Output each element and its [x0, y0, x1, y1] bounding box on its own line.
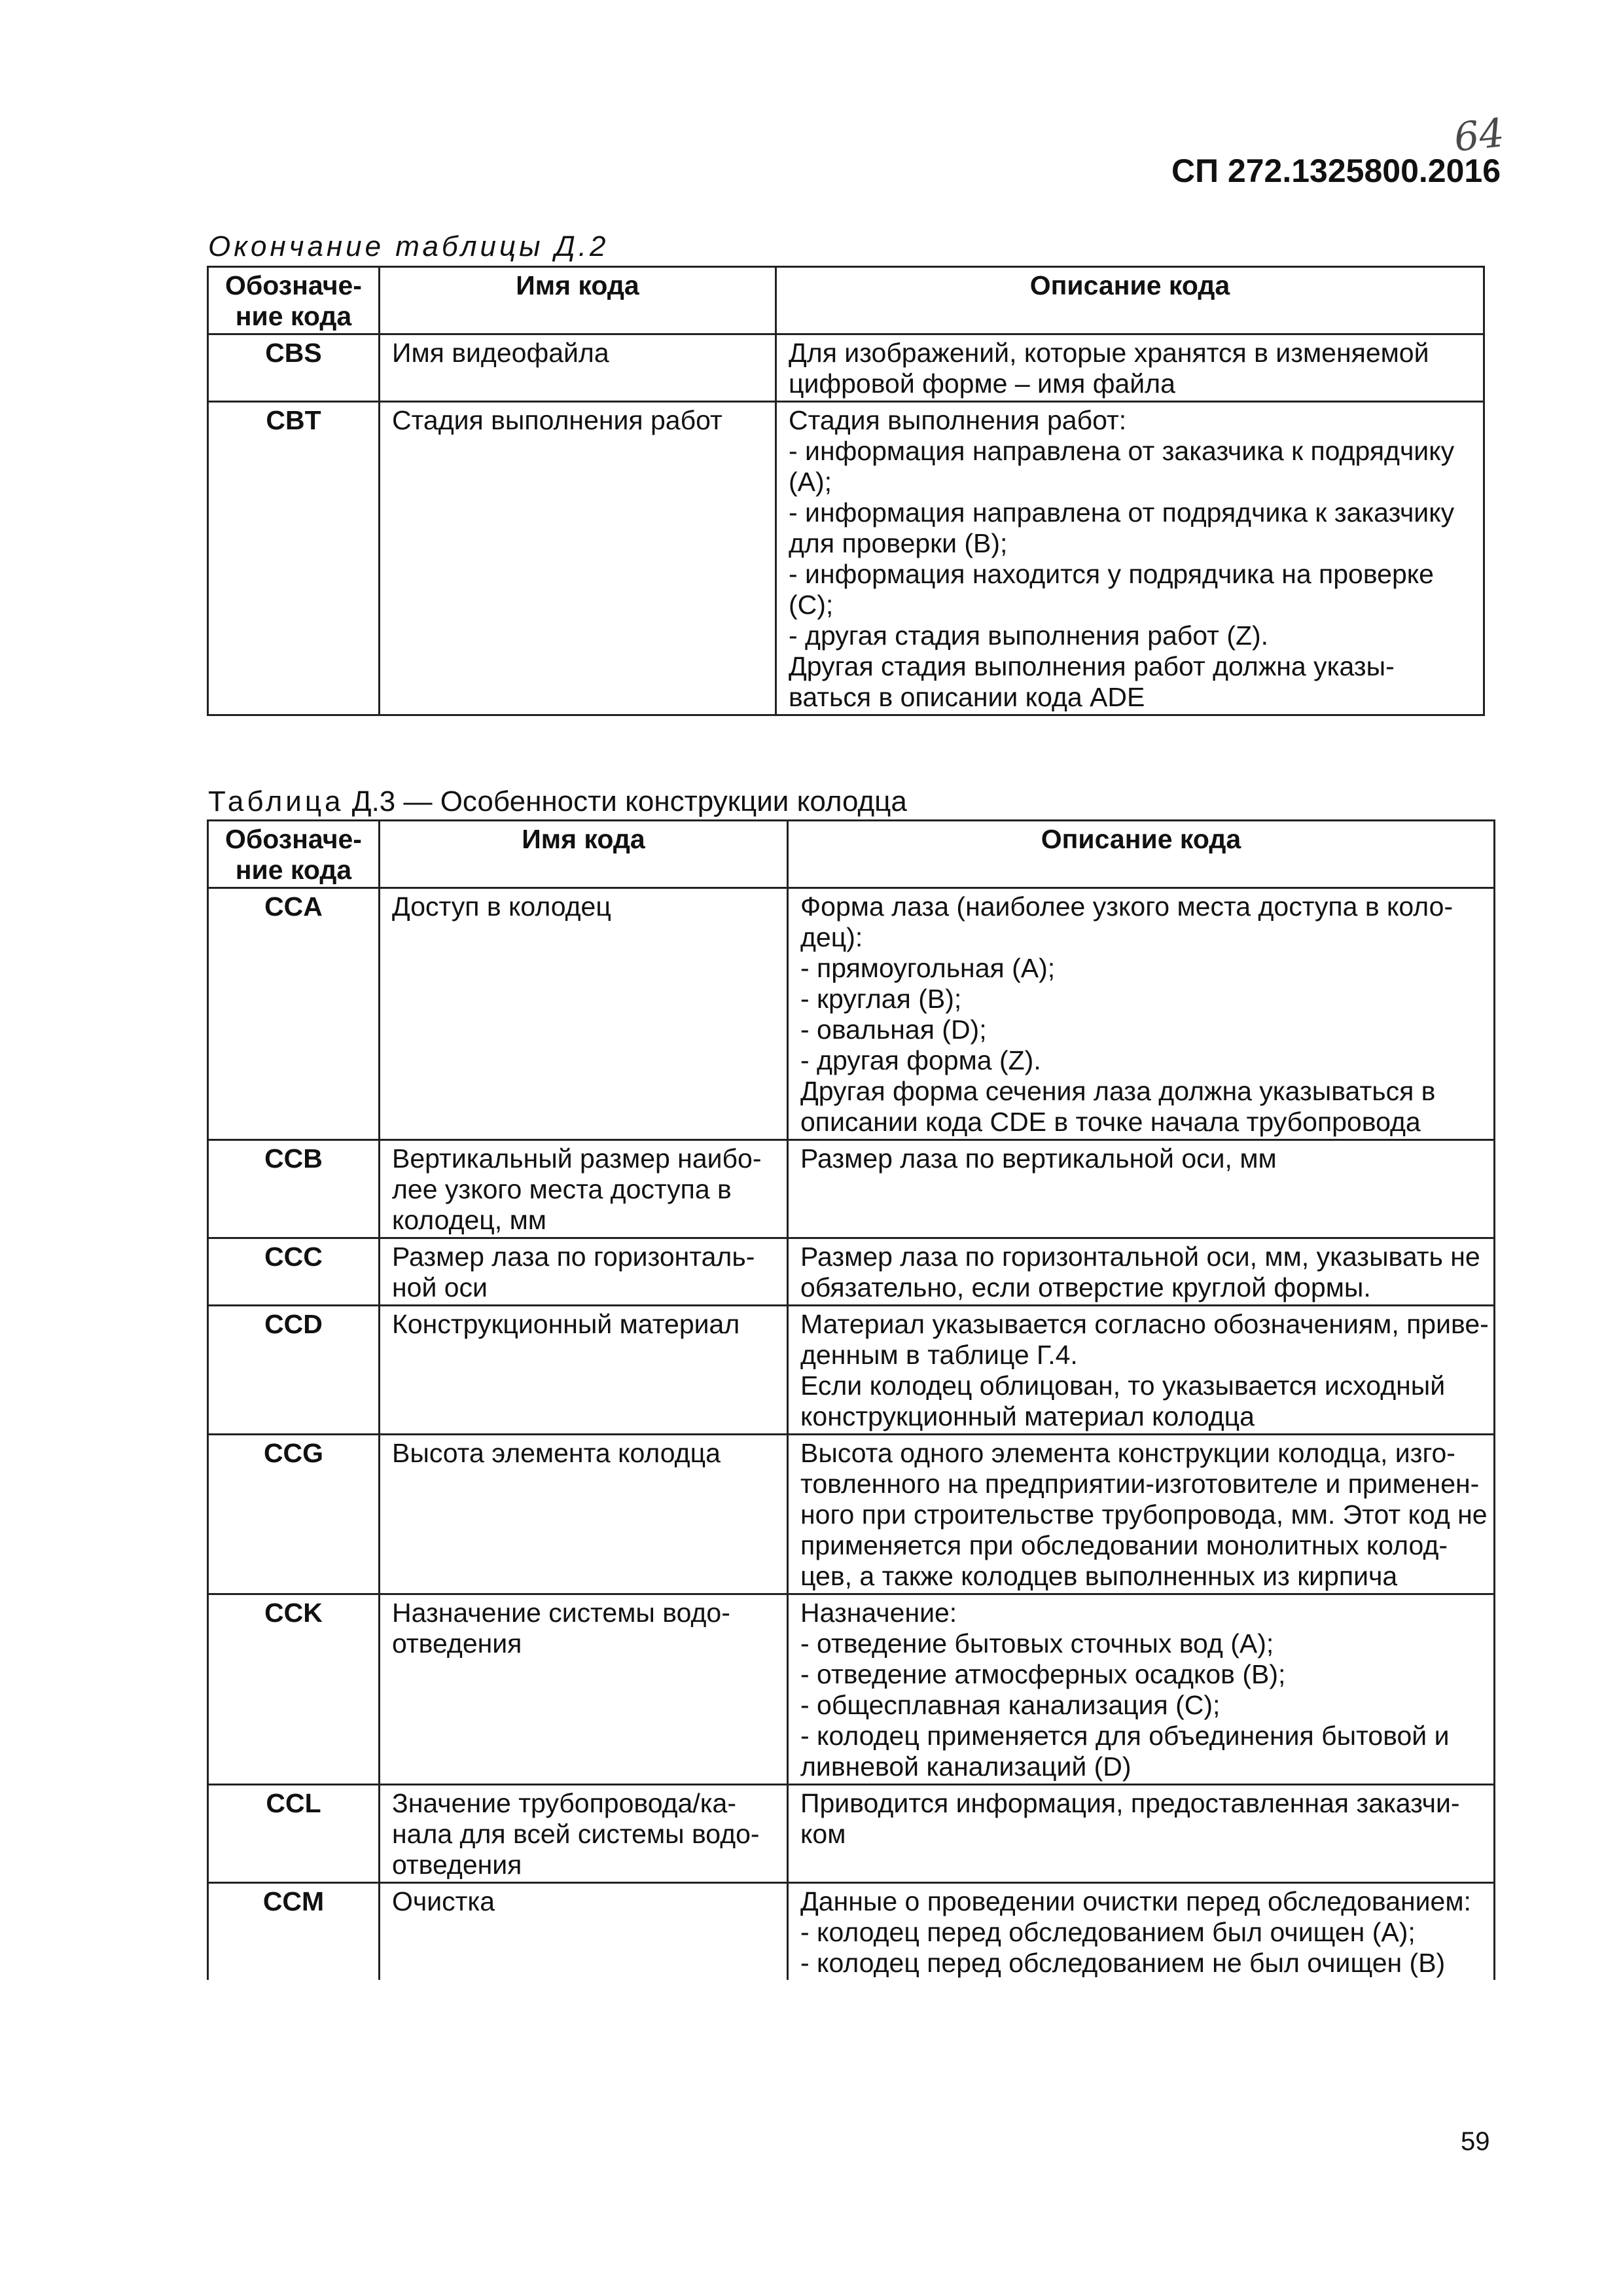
cell-line: Обозначе- — [225, 824, 362, 854]
cell-code: CCA — [208, 888, 380, 1140]
cell-name — [380, 1883, 788, 1981]
header-name — [380, 267, 776, 334]
cell-description — [788, 1306, 1495, 1435]
cell-description — [788, 1883, 1495, 1981]
cell-line: отведения — [392, 1850, 522, 1880]
cell-line: ком — [800, 1819, 846, 1849]
cell-line: Имя видеофайла — [392, 338, 609, 368]
cell-line: - общесплавная канализация (С); — [800, 1690, 1221, 1720]
cell-description — [788, 1594, 1495, 1785]
table-d3-caption-title: Д.3 — Особенности конструкции колодца — [351, 785, 907, 817]
cell-name — [380, 888, 788, 1140]
cell-line: колодец, мм — [392, 1205, 546, 1235]
cell-line: для проверки (В); — [789, 528, 1008, 558]
cell-name — [380, 1594, 788, 1785]
header-description — [788, 821, 1495, 888]
table-d3-caption-prefix: Таблица — [208, 785, 344, 817]
cell-line: Описание кода — [1029, 270, 1230, 300]
table-d3-body — [208, 888, 1495, 1981]
cell-line: Приводится информация, предоставленная заказчи- — [800, 1788, 1460, 1818]
cell-line: ние кода — [235, 855, 352, 885]
cell-line: нала для всей системы водо- — [392, 1819, 760, 1849]
cell-line: - колодец применяется для объединения бытовой и — [800, 1721, 1450, 1751]
cell-line: - круглая (В); — [800, 984, 962, 1014]
cell-line: Размер лаза по горизонталь- — [392, 1242, 755, 1272]
table-row — [208, 402, 1484, 715]
cell-name — [380, 402, 776, 715]
cell-line: Высота элемента колодца — [392, 1438, 721, 1468]
header-description — [776, 267, 1484, 334]
table-row — [208, 1594, 1495, 1785]
cell-description — [788, 1435, 1495, 1594]
table-d2-header — [208, 267, 1484, 334]
cell-line: Размер лаза по вертикальной оси, мм — [800, 1143, 1277, 1174]
page-number: 59 — [1461, 2127, 1490, 2156]
cell-line: Очистка — [392, 1886, 495, 1916]
cell-line: описании кода CDE в точке начала трубопровода — [800, 1107, 1421, 1137]
table-d3-caption — [208, 785, 907, 818]
cell-line: Имя кода — [522, 824, 645, 854]
table-row — [208, 1140, 1495, 1238]
cell-description — [776, 402, 1484, 715]
cell-line: ного при строительстве трубопровода, мм. Этот код не — [800, 1499, 1488, 1530]
cell-line: ваться в описании кода ADE — [789, 682, 1145, 712]
handwritten-page-number: 64 — [1452, 110, 1507, 161]
header-row — [208, 267, 1484, 334]
cell-code: CCK — [208, 1594, 380, 1785]
cell-line: лее узкого места доступа в — [392, 1174, 732, 1204]
cell-line: Данные о проведении очистки перед обследованием: — [800, 1886, 1471, 1916]
cell-line: Назначение системы водо- — [392, 1598, 730, 1628]
cell-line: Другая форма сечения лаза должна указываться в — [800, 1076, 1436, 1106]
cell-line: - колодец перед обследованием не был очищен (В) — [800, 1948, 1446, 1978]
cell-line: (А); — [789, 467, 832, 497]
cell-line: Размер лаза по горизонтальной оси, мм, указывать не — [800, 1242, 1480, 1272]
cell-line: применяется при обследовании монолитных колод- — [800, 1530, 1448, 1560]
cell-line: ливневой канализаций (D) — [800, 1751, 1132, 1782]
cell-code: CCG — [208, 1435, 380, 1594]
cell-description — [788, 888, 1495, 1140]
cell-code: CCM — [208, 1883, 380, 1981]
table-row — [208, 1238, 1495, 1306]
table-row — [208, 1785, 1495, 1883]
cell-line: Имя кода — [516, 270, 639, 300]
cell-description — [788, 1140, 1495, 1238]
table-row — [208, 1435, 1495, 1594]
cell-line: дец): — [800, 922, 863, 952]
cell-line: Для изображений, которые хранятся в изменяемой — [789, 338, 1429, 368]
cell-line: денным в таблице Г.4. — [800, 1340, 1078, 1370]
cell-code: CCD — [208, 1306, 380, 1435]
cell-line: обязательно, если отверстие круглой формы. — [800, 1272, 1371, 1302]
cell-line: Материал указывается согласно обозначениям, приве- — [800, 1309, 1489, 1339]
cell-line: Стадия выполнения работ — [392, 405, 722, 435]
cell-line: - другая стадия выполнения работ (Z). — [789, 620, 1269, 651]
table-d3-header — [208, 821, 1495, 888]
cell-line: Доступ в колодец — [392, 891, 611, 922]
cell-line: Если колодец облицован, то указывается исходный — [800, 1371, 1446, 1401]
cell-line: цифровой форме – имя файла — [789, 368, 1175, 399]
cell-line: - другая форма (Z). — [800, 1045, 1041, 1075]
cell-name — [380, 1238, 788, 1306]
cell-line: Вертикальный размер наибо- — [392, 1143, 762, 1174]
cell-code: CBT — [208, 402, 380, 715]
cell-line: Значение трубопровода/ка- — [392, 1788, 737, 1818]
table-d2-caption: Окончание таблицы Д.2 — [208, 230, 609, 262]
cell-description — [776, 334, 1484, 402]
cell-code: CCL — [208, 1785, 380, 1883]
cell-description — [788, 1238, 1495, 1306]
cell-line: ние кода — [235, 301, 352, 331]
cell-line: - прямоугольная (А); — [800, 953, 1056, 983]
cell-code: CCB — [208, 1140, 380, 1238]
header-name — [380, 821, 788, 888]
cell-line: (С); — [789, 590, 834, 620]
cell-line: - информация направлена от подрядчика к заказчику — [789, 497, 1455, 528]
cell-line: Конструкционный материал — [392, 1309, 740, 1339]
header-code — [208, 821, 380, 888]
cell-line: - информация направлена от заказчика к подрядчику — [789, 436, 1455, 466]
cell-name — [380, 334, 776, 402]
cell-line: Стадия выполнения работ: — [789, 405, 1127, 435]
cell-line: - колодец перед обследованием был очищен (А); — [800, 1917, 1416, 1947]
cell-line: цев, а также колодцев выполненных из кирпича — [800, 1561, 1398, 1591]
cell-name — [380, 1140, 788, 1238]
table-row — [208, 888, 1495, 1140]
table-row — [208, 1306, 1495, 1435]
cell-line: Форма лаза (наиболее узкого места доступа в коло- — [800, 891, 1454, 922]
cell-description — [788, 1785, 1495, 1883]
cell-line: Назначение: — [800, 1598, 957, 1628]
table-d2-body — [208, 334, 1484, 715]
table-d2 — [207, 266, 1485, 716]
document-code: СП 272.1325800.2016 — [1171, 152, 1501, 189]
header-row — [208, 821, 1495, 888]
cell-line: Описание кода — [1041, 824, 1241, 854]
cell-code: CBS — [208, 334, 380, 402]
cell-line: Обозначе- — [225, 270, 362, 300]
cell-line: - информация находится у подрядчика на проверке — [789, 559, 1434, 589]
table-row — [208, 334, 1484, 402]
cell-name — [380, 1435, 788, 1594]
cell-line: ной оси — [392, 1272, 488, 1302]
cell-line: конструкционный материал колодца — [800, 1401, 1255, 1431]
cell-line: - овальная (D); — [800, 1014, 987, 1045]
cell-line: отведения — [392, 1628, 522, 1659]
cell-line: - отведение атмосферных осадков (В); — [800, 1659, 1286, 1689]
cell-name — [380, 1785, 788, 1883]
cell-line: - отведение бытовых сточных вод (А); — [800, 1628, 1274, 1659]
table-row — [208, 1883, 1495, 1981]
table-d3 — [207, 819, 1495, 1980]
cell-name — [380, 1306, 788, 1435]
header-code — [208, 267, 380, 334]
cell-line: товленного на предприятии-изготовителе и применен- — [800, 1469, 1480, 1499]
cell-line: Другая стадия выполнения работ должна указы- — [789, 651, 1395, 681]
cell-line: Высота одного элемента конструкции колодца, изго- — [800, 1438, 1455, 1468]
cell-code: CCC — [208, 1238, 380, 1306]
